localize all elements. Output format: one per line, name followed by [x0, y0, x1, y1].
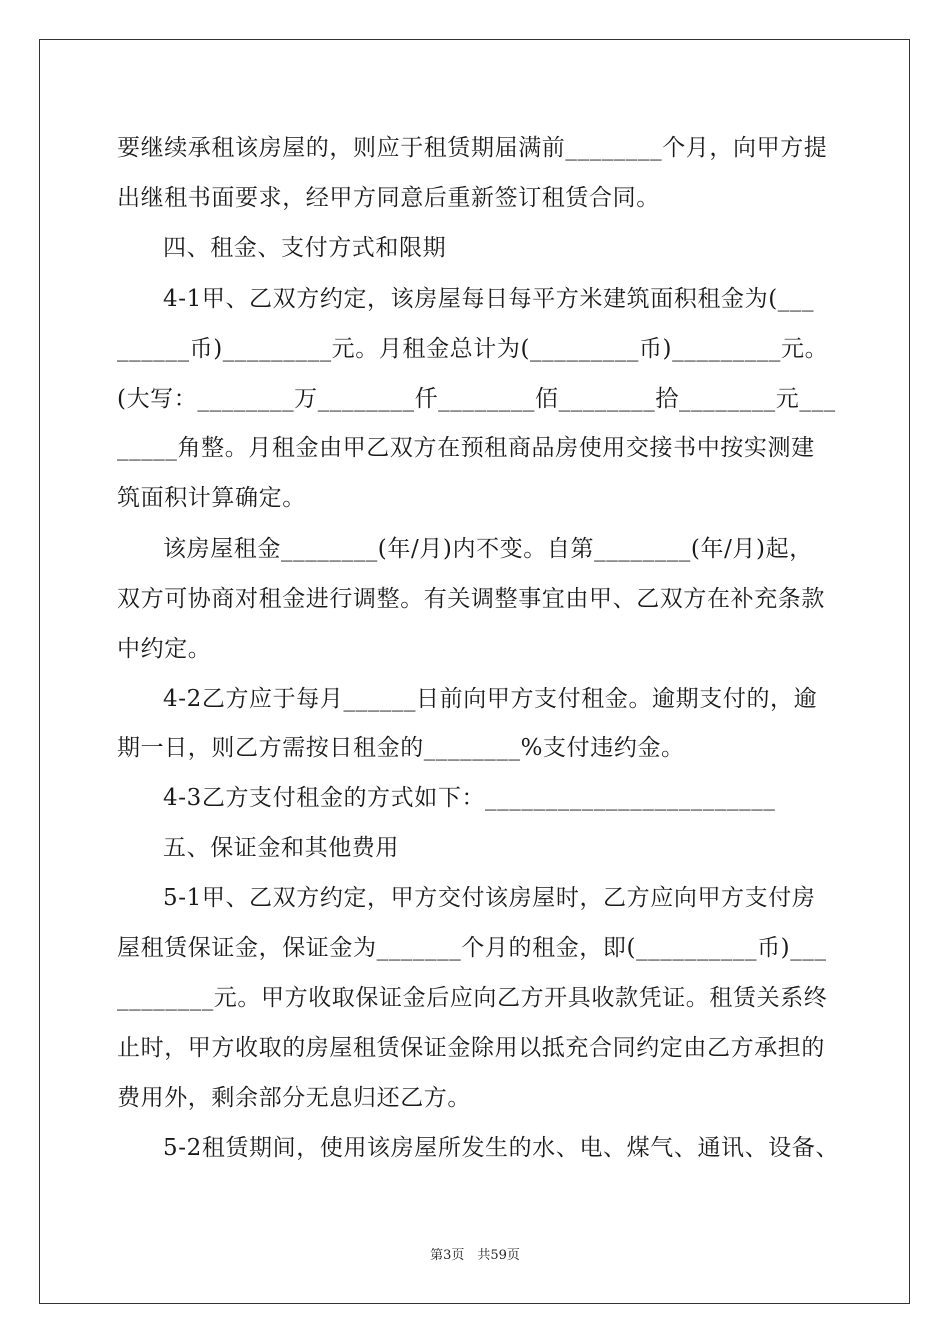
text-line: 4-1甲、乙双方约定，该房屋每日每平方米建筑面积租金为(___ [163, 286, 815, 312]
text-line: 要继续承租该房屋的，则应于租赁期届满前________个月，向甲方提 [117, 135, 828, 161]
section-heading: 五、保证金和其他费用 [163, 835, 399, 861]
text-line: 4-2乙方应于每月______日前向甲方支付租金。逾期支付的，逾 [163, 686, 818, 712]
text-line: 出继租书面要求，经甲方同意后重新签订租赁合同。 [117, 185, 660, 211]
section-heading: 四、租金、支付方式和限期 [163, 235, 447, 261]
text-line: 期一日，则乙方需按日租金的________%支付违约金。 [117, 735, 685, 761]
text-line: 费用外，剩余部分无息归还乙方。 [117, 1085, 471, 1111]
text-line: ______币)_________元。月租金总计为(_________币)_________元。 [117, 336, 829, 362]
text-line: 筑面积计算确定。 [117, 485, 306, 511]
page-number-footer: 第3页 共59页 [430, 1248, 520, 1263]
text-line: 中约定。 [117, 636, 212, 662]
text-line: ________元。甲方收取保证金后应向乙方开具收款凭证。租赁关系终 [117, 985, 828, 1011]
text-line: 屋租赁保证金，保证金为_______个月的租金，即(__________币)___ [117, 935, 827, 961]
page-border [39, 39, 910, 1304]
text-line: 5-2租赁期间，使用该房屋所发生的水、电、煤气、通讯、设备、 [163, 1135, 840, 1161]
text-line: 该房屋租金________(年/月)内不变。自第________(年/月)起， [163, 536, 813, 562]
text-line: _____角整。月租金由甲乙双方在预租商品房使用交接书中按实测建 [117, 435, 815, 461]
text-line: 5-1甲、乙双方约定，甲方交付该房屋时，乙方应向甲方支付房 [163, 885, 816, 911]
text-line: (大写：________万________仟________佰________拾________元___ [117, 386, 836, 412]
text-line: 双方可协商对租金进行调整。有关调整事宜由甲、乙双方在补充条款 [117, 586, 825, 612]
text-line: 止时，甲方收取的房屋租赁保证金除用以抵充合同约定由乙方承担的 [117, 1035, 825, 1061]
text-line: 4-3乙方支付租金的方式如下：________________________ [163, 785, 776, 811]
